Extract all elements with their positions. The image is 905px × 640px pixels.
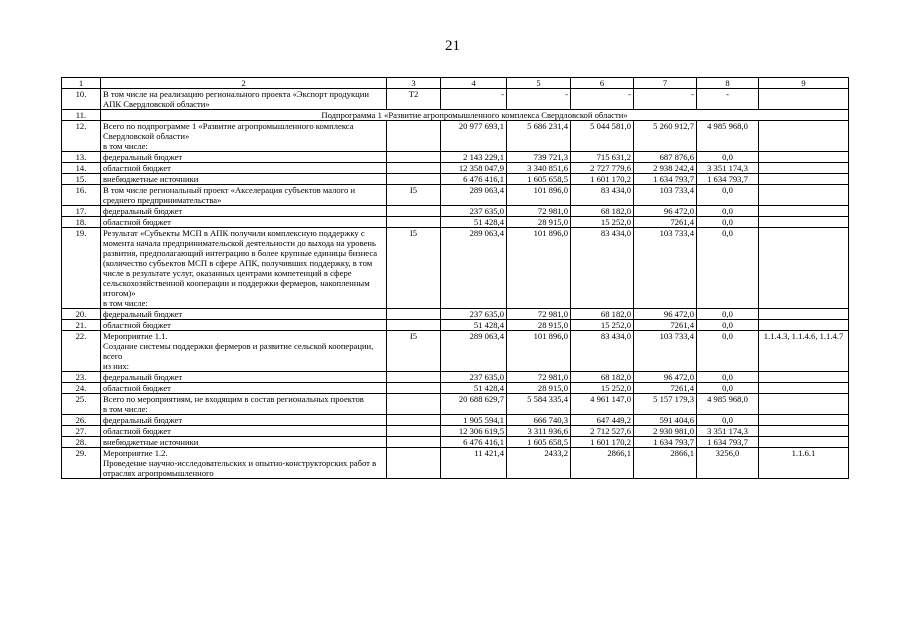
value-col4: 289 063,4 [441, 185, 507, 206]
row-number: 12. [62, 121, 101, 152]
row-description: федеральный бюджет [101, 152, 387, 163]
value-col5: 72 981,0 [507, 206, 571, 217]
row-description: Результат «Субъекты МСП в АПК получили комплексную поддержку с момента начала предпринимательской деятельности до выхода на уровень развития, предполагающий интеграцию в более крупные единицы бизнеса (количество субъектов МСП в сфере АПК, получивших поддержку, в том числе в результате услуг, оказанных центрами компетенций в сфере сельскохозяйственной кооперации и поддержки фермеров, накопленным итогом)» в том числе: [101, 228, 387, 309]
value-col7: 2 930 981,0 [634, 426, 697, 437]
row-number: 14. [62, 163, 101, 174]
table-row [62, 185, 849, 206]
row-reference [759, 217, 849, 228]
value-col7: 96 472,0 [634, 372, 697, 383]
row-number: 13. [62, 152, 101, 163]
value-col8: 0,0 [697, 185, 759, 206]
value-col4: 237 635,0 [441, 372, 507, 383]
value-col6: 1 601 170,2 [571, 437, 634, 448]
row-number: 26. [62, 415, 101, 426]
value-col6: 68 182,0 [571, 372, 634, 383]
row-reference [759, 89, 849, 110]
value-col6: 647 449,2 [571, 415, 634, 426]
value-col7: 103 733,4 [634, 228, 697, 309]
value-col6: 2 712 527,6 [571, 426, 634, 437]
row-reference [759, 372, 849, 383]
row-reference [759, 320, 849, 331]
value-col6: 83 434,0 [571, 185, 634, 206]
row-code [387, 426, 441, 437]
value-col6: 5 044 581,0 [571, 121, 634, 152]
table-row [62, 320, 849, 331]
row-description: Всего по мероприятиям, не входящим в состав региональных проектов в том числе: [101, 394, 387, 415]
value-col5: 3 311 936,6 [507, 426, 571, 437]
value-col8: 4 985 968,0 [697, 121, 759, 152]
value-col5: 2433,2 [507, 448, 571, 479]
value-col6: 1 601 170,2 [571, 174, 634, 185]
value-col5: 101 896,0 [507, 331, 571, 372]
row-reference [759, 415, 849, 426]
header-cell: 7 [634, 78, 697, 89]
value-col4: 1 905 594,1 [441, 415, 507, 426]
row-number: 28. [62, 437, 101, 448]
value-col8: 0,0 [697, 415, 759, 426]
row-code [387, 163, 441, 174]
value-col4: 51 428,4 [441, 320, 507, 331]
value-col5: 1 605 658,5 [507, 174, 571, 185]
value-col4: 289 063,4 [441, 331, 507, 372]
row-code [387, 206, 441, 217]
value-col7: 591 404,6 [634, 415, 697, 426]
value-col4: 12 306 619,5 [441, 426, 507, 437]
value-col5: 666 740,3 [507, 415, 571, 426]
table-row [62, 152, 849, 163]
row-reference [759, 437, 849, 448]
row-code [387, 394, 441, 415]
value-col5: 72 981,0 [507, 309, 571, 320]
table-row [62, 217, 849, 228]
row-description: федеральный бюджет [101, 415, 387, 426]
header-cell: 5 [507, 78, 571, 89]
row-code [387, 383, 441, 394]
table-row [62, 228, 849, 309]
row-description: Всего по подпрограмме 1 «Развитие агропромышленного комплекса Свердловской области» в том числе: [101, 121, 387, 152]
row-reference [759, 152, 849, 163]
value-col4: - [441, 89, 507, 110]
row-number: 10. [62, 89, 101, 110]
value-col4: 6 476 416,1 [441, 174, 507, 185]
row-reference [759, 394, 849, 415]
value-col6: 68 182,0 [571, 309, 634, 320]
row-code [387, 372, 441, 383]
value-col4: 20 688 629,7 [441, 394, 507, 415]
value-col6: 15 252,0 [571, 320, 634, 331]
row-code [387, 174, 441, 185]
table-row [62, 121, 849, 152]
row-description: В том числе региональный проект «Акселерация субъектов малого и среднего предпринимательства» [101, 185, 387, 206]
page-number: 21 [445, 38, 460, 54]
value-col7: 2 938 242,4 [634, 163, 697, 174]
row-code: Т2 [387, 89, 441, 110]
row-code [387, 437, 441, 448]
row-reference [759, 206, 849, 217]
row-description: областной бюджет [101, 163, 387, 174]
row-description: внебюджетные источники [101, 437, 387, 448]
value-col5: - [507, 89, 571, 110]
value-col5: 101 896,0 [507, 185, 571, 206]
table-row [62, 309, 849, 320]
row-description: федеральный бюджет [101, 309, 387, 320]
value-col6: 2866,1 [571, 448, 634, 479]
table-row [62, 331, 849, 372]
value-col6: 2 727 779,6 [571, 163, 634, 174]
table-row [62, 448, 849, 479]
header-cell: 6 [571, 78, 634, 89]
table-body [62, 78, 849, 479]
budget-table [61, 77, 849, 479]
value-col7: 103 733,4 [634, 331, 697, 372]
value-col8: 0,0 [697, 228, 759, 309]
row-code [387, 121, 441, 152]
row-reference [759, 174, 849, 185]
value-col7: - [634, 89, 697, 110]
row-reference: 1.1.4.3, 1.1.4.6, 1.1.4.7 [759, 331, 849, 372]
value-col7: 5 260 912,7 [634, 121, 697, 152]
value-col4: 6 476 416,1 [441, 437, 507, 448]
row-code [387, 152, 441, 163]
value-col4: 51 428,4 [441, 383, 507, 394]
value-col4: 51 428,4 [441, 217, 507, 228]
row-number: 21. [62, 320, 101, 331]
value-col6: - [571, 89, 634, 110]
row-description: областной бюджет [101, 320, 387, 331]
value-col6: 83 434,0 [571, 331, 634, 372]
row-number: 19. [62, 228, 101, 309]
value-col5: 28 915,0 [507, 383, 571, 394]
value-col7: 2866,1 [634, 448, 697, 479]
row-code [387, 309, 441, 320]
value-col8: 1 634 793,7 [697, 437, 759, 448]
row-number: 23. [62, 372, 101, 383]
row-code: I5 [387, 228, 441, 309]
row-number: 27. [62, 426, 101, 437]
value-col5: 28 915,0 [507, 217, 571, 228]
row-reference [759, 309, 849, 320]
table-row [62, 383, 849, 394]
value-col6: 68 182,0 [571, 206, 634, 217]
value-col4: 11 421,4 [441, 448, 507, 479]
row-number: 17. [62, 206, 101, 217]
value-col8: 3 351 174,3 [697, 426, 759, 437]
row-number: 24. [62, 383, 101, 394]
value-col5: 101 896,0 [507, 228, 571, 309]
row-number: 18. [62, 217, 101, 228]
value-col4: 12 358 047,9 [441, 163, 507, 174]
row-reference [759, 163, 849, 174]
value-col6: 15 252,0 [571, 383, 634, 394]
header-cell: 8 [697, 78, 759, 89]
header-cell: 3 [387, 78, 441, 89]
table-row [62, 174, 849, 185]
row-code [387, 448, 441, 479]
row-number: 16. [62, 185, 101, 206]
value-col8: 0,0 [697, 152, 759, 163]
row-reference: 1.1.6.1 [759, 448, 849, 479]
row-code: I5 [387, 185, 441, 206]
value-col6: 83 434,0 [571, 228, 634, 309]
value-col4: 237 635,0 [441, 206, 507, 217]
value-col6: 15 252,0 [571, 217, 634, 228]
table-row [62, 206, 849, 217]
value-col5: 3 340 851,6 [507, 163, 571, 174]
value-col4: 20 977 693,1 [441, 121, 507, 152]
row-reference [759, 185, 849, 206]
value-col7: 1 634 793,7 [634, 174, 697, 185]
table-row [62, 426, 849, 437]
row-reference [759, 426, 849, 437]
value-col4: 2 143 229,1 [441, 152, 507, 163]
value-col5: 72 981,0 [507, 372, 571, 383]
value-col8: 0,0 [697, 309, 759, 320]
row-description: внебюджетные источники [101, 174, 387, 185]
row-code [387, 217, 441, 228]
row-number: 22. [62, 331, 101, 372]
value-col7: 687 876,6 [634, 152, 697, 163]
row-description: областной бюджет [101, 426, 387, 437]
row-number: 11. [62, 110, 101, 121]
row-code [387, 320, 441, 331]
value-col8: 3256,0 [697, 448, 759, 479]
value-col8: 0,0 [697, 383, 759, 394]
table-row [62, 110, 849, 121]
row-number: 29. [62, 448, 101, 479]
header-row [62, 78, 849, 89]
value-col8: 0,0 [697, 320, 759, 331]
row-number: 25. [62, 394, 101, 415]
value-col7: 7261,4 [634, 320, 697, 331]
row-description: Мероприятие 1.1. Создание системы поддержки фермеров и развитие сельской кооперации, всего из них: [101, 331, 387, 372]
table-row [62, 89, 849, 110]
value-col8: 0,0 [697, 331, 759, 372]
value-col6: 4 961 147,0 [571, 394, 634, 415]
value-col4: 237 635,0 [441, 309, 507, 320]
value-col8: 0,0 [697, 372, 759, 383]
table-row [62, 415, 849, 426]
value-col7: 1 634 793,7 [634, 437, 697, 448]
header-cell: 4 [441, 78, 507, 89]
row-number: 20. [62, 309, 101, 320]
row-reference [759, 121, 849, 152]
row-description: федеральный бюджет [101, 372, 387, 383]
value-col7: 96 472,0 [634, 206, 697, 217]
row-code [387, 415, 441, 426]
value-col8: 4 985 968,0 [697, 394, 759, 415]
table-row [62, 437, 849, 448]
subprogram-heading: Подпрограмма 1 «Развитие агропромышленного комплекса Свердловской области» [101, 110, 849, 121]
value-col5: 1 605 658,5 [507, 437, 571, 448]
value-col7: 103 733,4 [634, 185, 697, 206]
row-code: I5 [387, 331, 441, 372]
value-col5: 5 584 335,4 [507, 394, 571, 415]
value-col6: 715 631,2 [571, 152, 634, 163]
row-description: областной бюджет [101, 383, 387, 394]
value-col8: - [697, 89, 759, 110]
header-cell: 9 [759, 78, 849, 89]
row-reference [759, 228, 849, 309]
value-col7: 96 472,0 [634, 309, 697, 320]
value-col5: 739 721,3 [507, 152, 571, 163]
value-col7: 7261,4 [634, 383, 697, 394]
value-col4: 289 063,4 [441, 228, 507, 309]
value-col8: 0,0 [697, 206, 759, 217]
value-col7: 5 157 179,3 [634, 394, 697, 415]
row-description: Мероприятие 1.2. Проведение научно-исследовательских и опытно-конструкторских работ в отраслях агропромышленного [101, 448, 387, 479]
row-number: 15. [62, 174, 101, 185]
value-col7: 7261,4 [634, 217, 697, 228]
value-col5: 28 915,0 [507, 320, 571, 331]
value-col8: 1 634 793,7 [697, 174, 759, 185]
table-row [62, 372, 849, 383]
value-col8: 0,0 [697, 217, 759, 228]
row-description: В том числе на реализацию регионального проекта «Экспорт продукции АПК Свердловской области» [101, 89, 387, 110]
row-reference [759, 383, 849, 394]
row-description: областной бюджет [101, 217, 387, 228]
value-col5: 5 686 231,4 [507, 121, 571, 152]
row-description: федеральный бюджет [101, 206, 387, 217]
table-row [62, 394, 849, 415]
value-col8: 3 351 174,3 [697, 163, 759, 174]
table-row [62, 163, 849, 174]
header-cell: 2 [101, 78, 387, 89]
header-cell: 1 [62, 78, 101, 89]
